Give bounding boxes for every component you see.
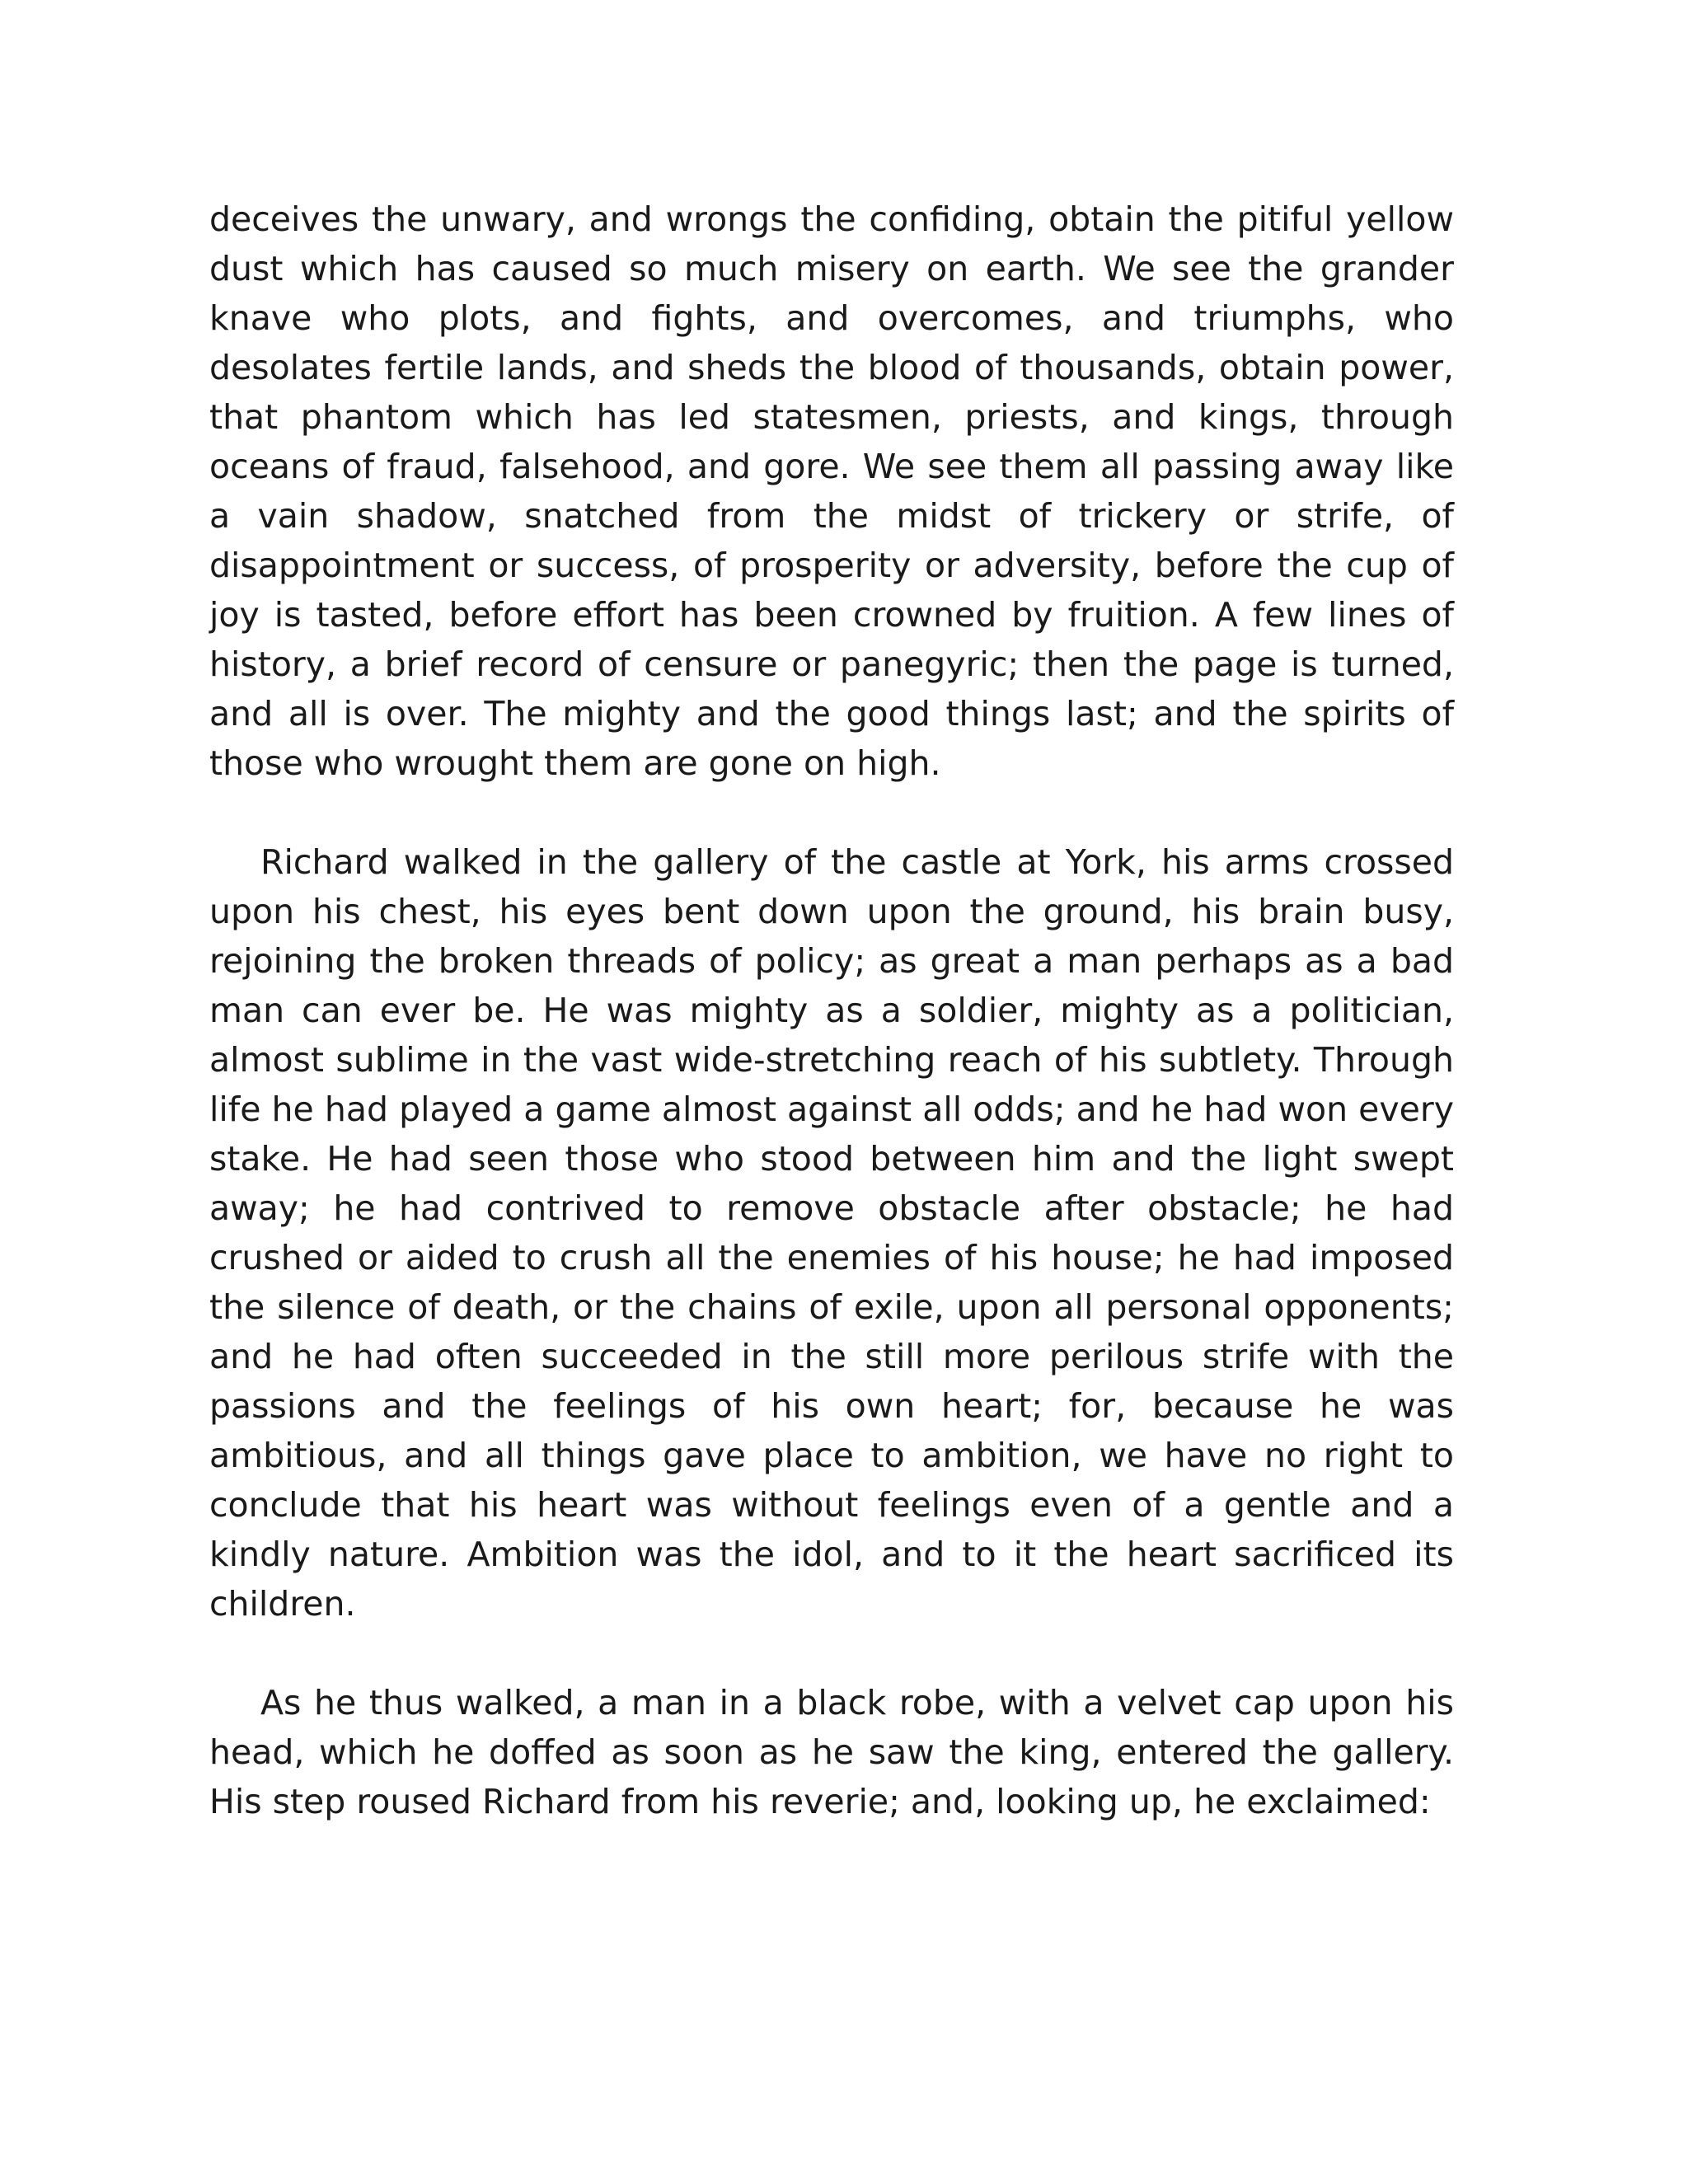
document-page — [209, 194, 1454, 1826]
paragraph-3: As he thus walked, a man in a black robe, with a velvet cap upon his head, which he doffed as soon as he saw the king, entered the gallery. His step roused Richard from his reverie; and, looking up, he exclaimed: — [209, 1683, 1454, 1821]
paragraph-1: deceives the unwary, and wrongs the confiding, obtain the pitiful yellow dust which has caused so much misery on earth. We see the grander knave who plots, and fights, and overcomes, and triumphs, who desolates fertile lands, and sheds the blood of thousands, obtain power, that phantom which has led statesmen, priests, and kings, through oceans of fraud, falsehood, and gore. We see them all passing away like a vain shadow, snatched from the midst of trickery or strife, of disappointment or success, of prosperity or adversity, before the cup of joy is tasted, before effort has been crowned by fruition. A few lines of history, a brief record of censure or panegyric; then the page is turned, and all is over. The mighty and the good things last; and the spirits of those who wrought them are gone on high. — [209, 199, 1454, 783]
paragraph-2: Richard walked in the gallery of the castle at York, his arms crossed upon his chest, his eyes bent down upon the ground, his brain busy, rejoining the broken threads of policy; as great a man perhaps as a bad man can ever be. He was mighty as a soldier, mighty as a politician, almost sublime in the vast wide-stretching reach of his subtlety. Through life he had played a game almost against all odds; and he had won every stake. He had seen those who stood between him and the light swept away; he had contrived to remove obstacle after obstacle; he had crushed or aided to crush all the enemies of his house; he had imposed the silence of death, or the chains of exile, upon all personal opponents; and he had often succeeded in the still more perilous strife with the passions and the feelings of his own heart; for, because he was ambitious, and all things gave place to ambition, we have no right to conclude that his heart was without feelings even of a gentle and a kindly nature. Ambition was the idol, and to it the heart sacrificed its children. — [209, 842, 1454, 1624]
